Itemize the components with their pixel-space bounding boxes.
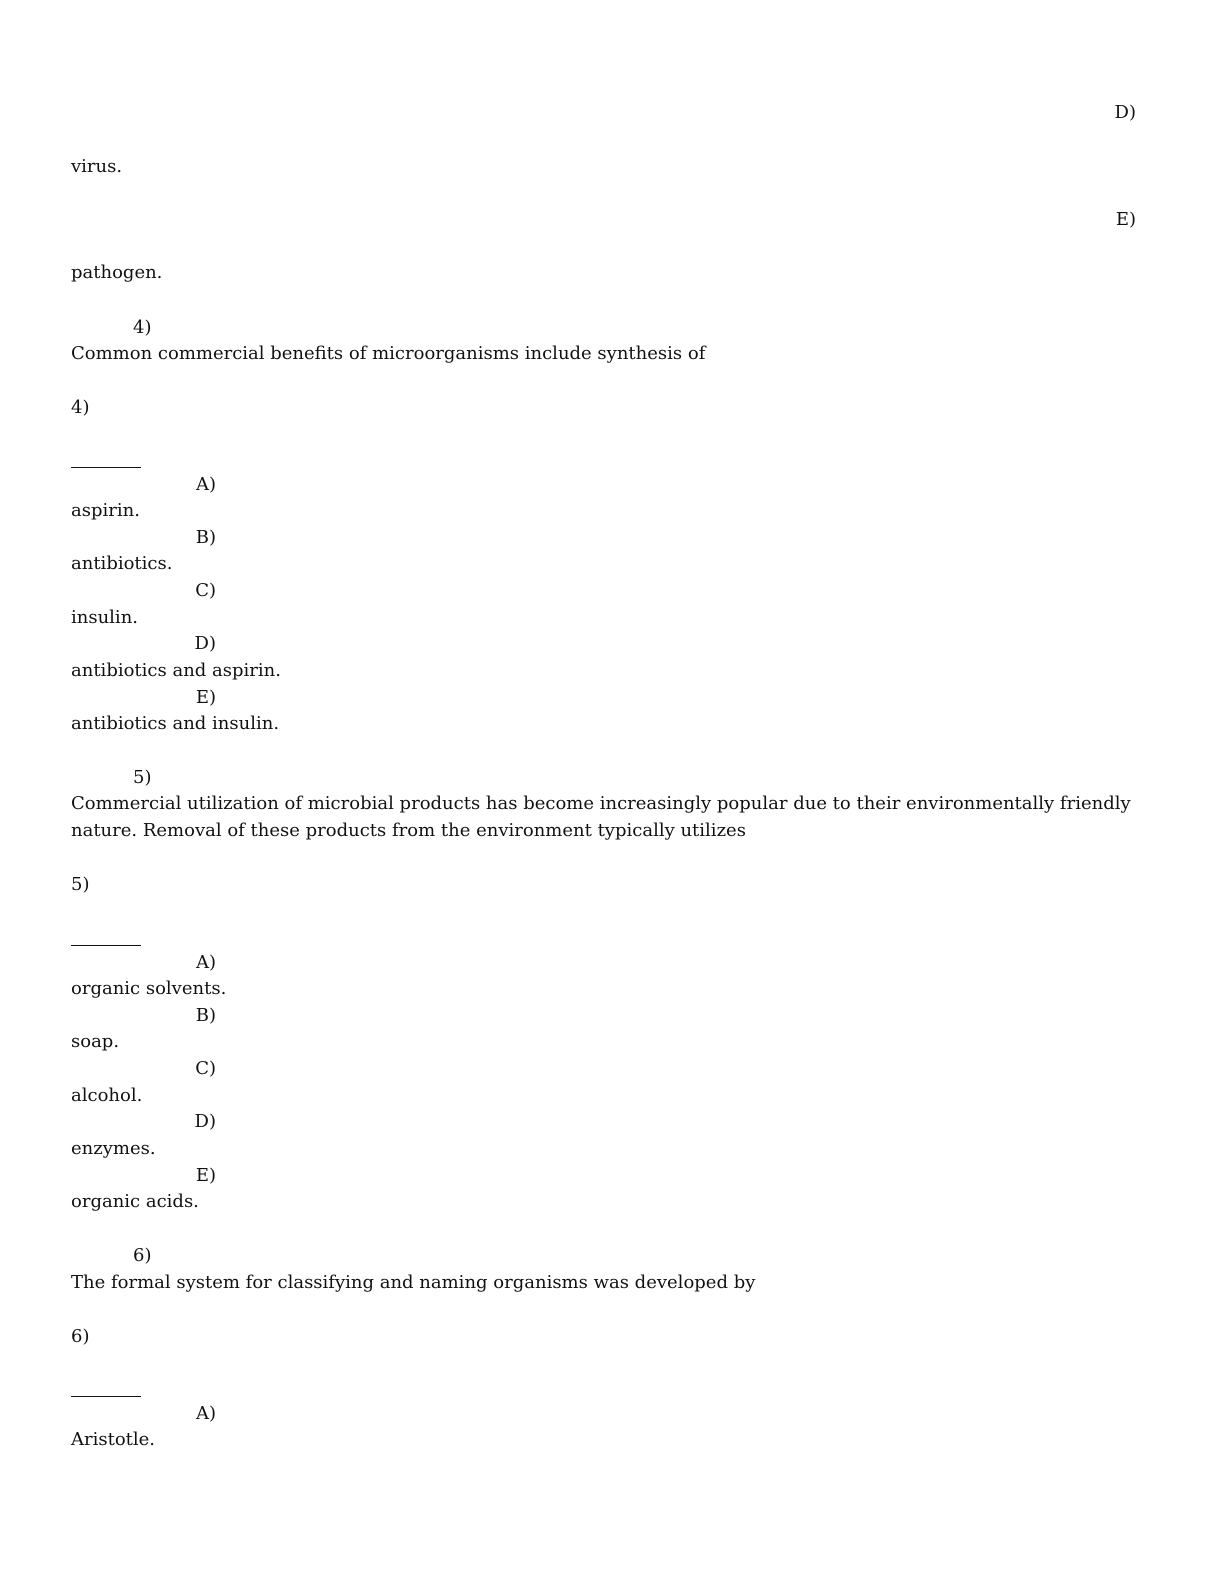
choice-text: antibiotics and aspirin.: [71, 660, 281, 681]
question-number: 4): [133, 317, 152, 338]
question-stem: Common commercial benefits of microorganisms include synthesis of: [71, 343, 706, 364]
choice-text: enzymes.: [71, 1138, 156, 1159]
choice-text: antibiotics.: [71, 553, 173, 574]
answer-blank[interactable]: [71, 945, 141, 946]
choice-label: C): [195, 580, 216, 601]
choice-label: A): [195, 952, 216, 973]
choice-text: virus.: [71, 156, 123, 177]
question-stem: Commercial utilization of microbial products has become increasingly popular due to their environmentally friendly nature. Removal of these products from the environment typically utilizes: [71, 793, 1131, 841]
question-number: 5): [133, 767, 152, 788]
choice-label: B): [195, 1005, 216, 1026]
choice-text: pathogen.: [71, 262, 163, 283]
choice-text: insulin.: [71, 607, 139, 628]
choice-text: soap.: [71, 1031, 120, 1052]
answer-number: 6): [71, 1326, 90, 1347]
question-stem: The formal system for classifying and naming organisms was developed by: [71, 1272, 756, 1293]
choice-label: D): [194, 633, 216, 654]
choice-label: D): [194, 1111, 216, 1132]
choice-label: A): [195, 474, 216, 495]
choice-label: B): [195, 527, 216, 548]
choice-text: antibiotics and insulin.: [71, 713, 280, 734]
answer-number: 5): [71, 874, 90, 895]
choice-text: organic acids.: [71, 1191, 199, 1212]
answer-blank[interactable]: [71, 1396, 141, 1397]
choice-text: Aristotle.: [71, 1429, 156, 1450]
choice-text: aspirin.: [71, 500, 140, 521]
choice-label: D): [1114, 102, 1136, 123]
answer-number: 4): [71, 397, 90, 418]
choice-label: E): [195, 687, 216, 708]
choice-label: E): [1115, 209, 1136, 230]
choice-text: alcohol.: [71, 1085, 143, 1106]
choice-text: organic solvents.: [71, 978, 227, 999]
question-number: 6): [133, 1245, 152, 1266]
answer-blank[interactable]: [71, 467, 141, 468]
choice-label: E): [195, 1165, 216, 1186]
choice-label: A): [195, 1403, 216, 1424]
choice-label: C): [195, 1058, 216, 1079]
